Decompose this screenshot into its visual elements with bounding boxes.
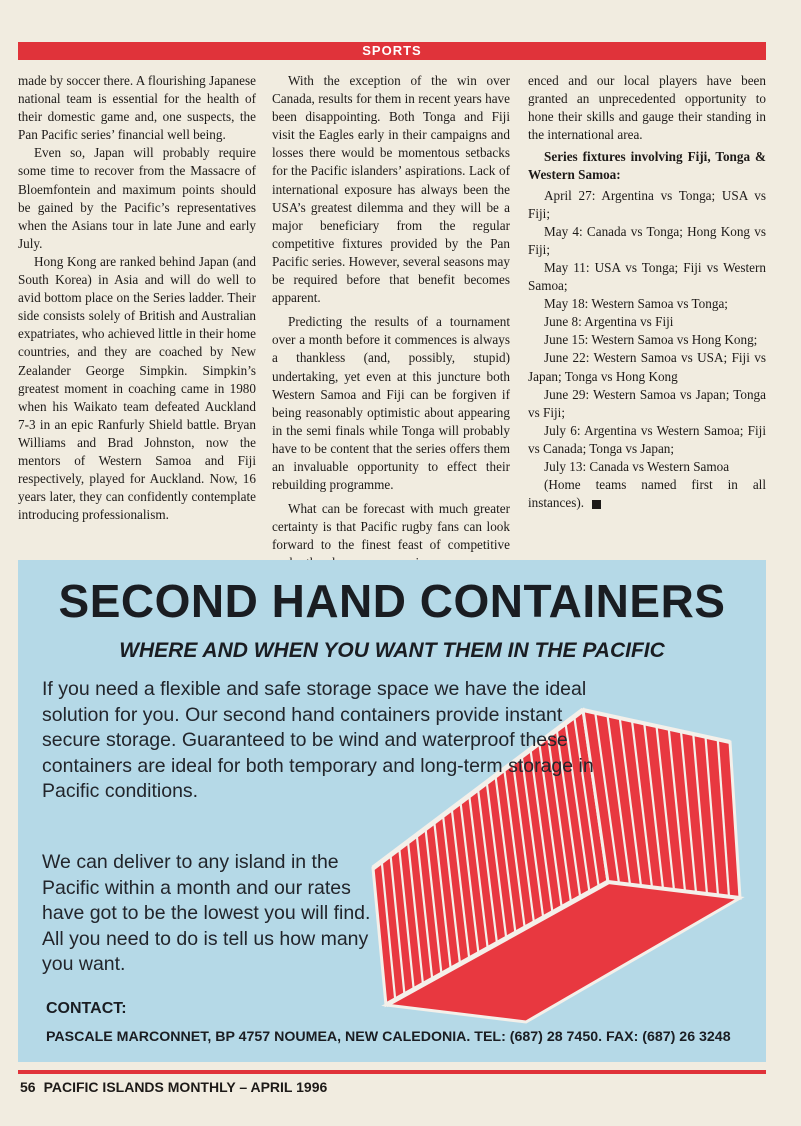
article-paragraph: made by soccer there. A flourishing Japanese national team is essential for the health of their domestic game and, one suspects, the Pan Pacific series’ financial well being. [18, 73, 256, 143]
publication-line: PACIFIC ISLANDS MONTHLY – APRIL 1996 [43, 1079, 328, 1095]
fixtures-heading: Series fixtures involving Fiji, Tonga & Western Samoa: [528, 149, 766, 183]
article-column-2 [272, 72, 510, 573]
fixture-item: May 18: Western Samoa vs Tonga; [544, 296, 728, 312]
fixture-item: June 29: Western Samoa vs Japan; Tonga vs Fiji; [528, 386, 766, 420]
fixture-item: June 22: Western Samoa vs USA; Fiji vs Japan; Tonga vs Hong Kong [528, 350, 766, 384]
article-paragraph: With the exception of the win over Canada, results for them in recent years have been disappointing. Both Tonga and Fiji visit the Eagles early in their campaigns and losses there would be momentous setbacks for the Pacific islanders’ aspirations. Lack of international exposure has always been the USA’s greatest dilemma and they will be a major beneficiary from the regular competitive fixtures provided by the Pan Pacific series. However, several seasons may be required before that benefit becomes apparent. [272, 73, 510, 306]
ad-headline: SECOND HAND CONTAINERS [58, 575, 726, 627]
fixture-item: June 8: Argentina vs Fiji [544, 314, 674, 330]
fixture-item: May 4: Canada vs Tonga; Hong Kong vs Fiji; [528, 223, 766, 257]
fixtures-note [528, 476, 766, 512]
fixture-item: April 27: Argentina vs Tonga; USA vs Fiji; [528, 187, 766, 221]
article-column-3 [528, 72, 766, 512]
ad-subheadline: WHERE AND WHEN YOU WANT THEM IN THE PACIFIC [119, 639, 665, 662]
ad-paragraph-2: We can deliver to any island in the Pacific within a month and our rates have got to be the lowest you will find. All you need to do is tell us how many you want. [42, 851, 371, 976]
article-paragraph: What can be forecast with much greater certainty is that Pacific rugby fans can look forward to the finest feast of competitive [272, 501, 510, 553]
ad-contact-details: PASCALE MARCONNET, BP 4757 NOUMEA, NEW CALEDONIA. TEL: (687) 28 7450. FAX: (687) 26 3248 [46, 1029, 731, 1045]
footer-rule [18, 1070, 766, 1074]
page-number: 56 [20, 1079, 36, 1095]
ad-contact-label: CONTACT: [46, 1000, 127, 1017]
page-footer [20, 1079, 327, 1095]
shipping-container-illustration [18, 560, 766, 1062]
article-paragraph: enced and our local players have been granted an unprecedented opportunity to hone their skills and gauge their standing in the international area. [528, 73, 766, 143]
article-paragraph: Hong Kong are ranked behind Japan (and South Korea) in Asia and will do well to avid bottom place on the Series ladder. Their side consists solely of British and Australian expatriates, who achieved little in their home countries, and they are coached by New Zealander George Simpkin. Simpkin’s greatest moment in coaching came in 1980 when his Waikato team defeated Auckland 7-3 in an epic Ranfurly Shield battle. Bryan Williams and Brad Johnston, now the mentors of Western Samoa and Fiji respectively, played for Auckland. Now, 16 years later, they can confidently contemplate introducing professionalism. [18, 253, 256, 523]
ad-paragraph-1: If you need a flexible and safe storage space we have the ideal solution for you. Our second hand containers provide instant secure storage. Guaranteed to be wind and waterproof these containers are ideal for both temporary and long-term storage in Pacific conditions. [42, 678, 594, 803]
article-paragraph: Even so, Japan will probably require some time to recover from the Massacre of Bloemfontein and maximum points should be gained by the Pacific’s representatives when the Asians tour in late June and early July. [18, 145, 256, 251]
fixture-item: June 15: Western Samoa vs Hong Kong; [544, 332, 758, 348]
fixtures-note-text: (Home teams named first in all instances). [528, 477, 766, 511]
article-paragraph: Predicting the results of a tournament over a month before it commences is always a thankless (and, possibly, stupid) undertaking, yet even at this juncture both Western Samoa and Fiji can be forgiven if being reasonably optimistic about appearing in the semi finals while Tonga will probably have to be content that the series offers them an invaluable opportunity to effect their rebuilding programme. [272, 314, 510, 493]
article-column-1 [18, 72, 256, 524]
fixture-item: July 6: Argentina vs Western Samoa; Fiji vs Canada; Tonga vs Japan; [528, 422, 766, 456]
container-advertisement [18, 560, 766, 1062]
section-header: SPORTS [18, 42, 766, 60]
fixture-item: May 11: USA vs Tonga; Fiji vs Western Samoa; [528, 259, 766, 294]
end-of-article-mark [592, 500, 601, 509]
fixture-item: July 13: Canada vs Western Samoa [544, 458, 730, 474]
